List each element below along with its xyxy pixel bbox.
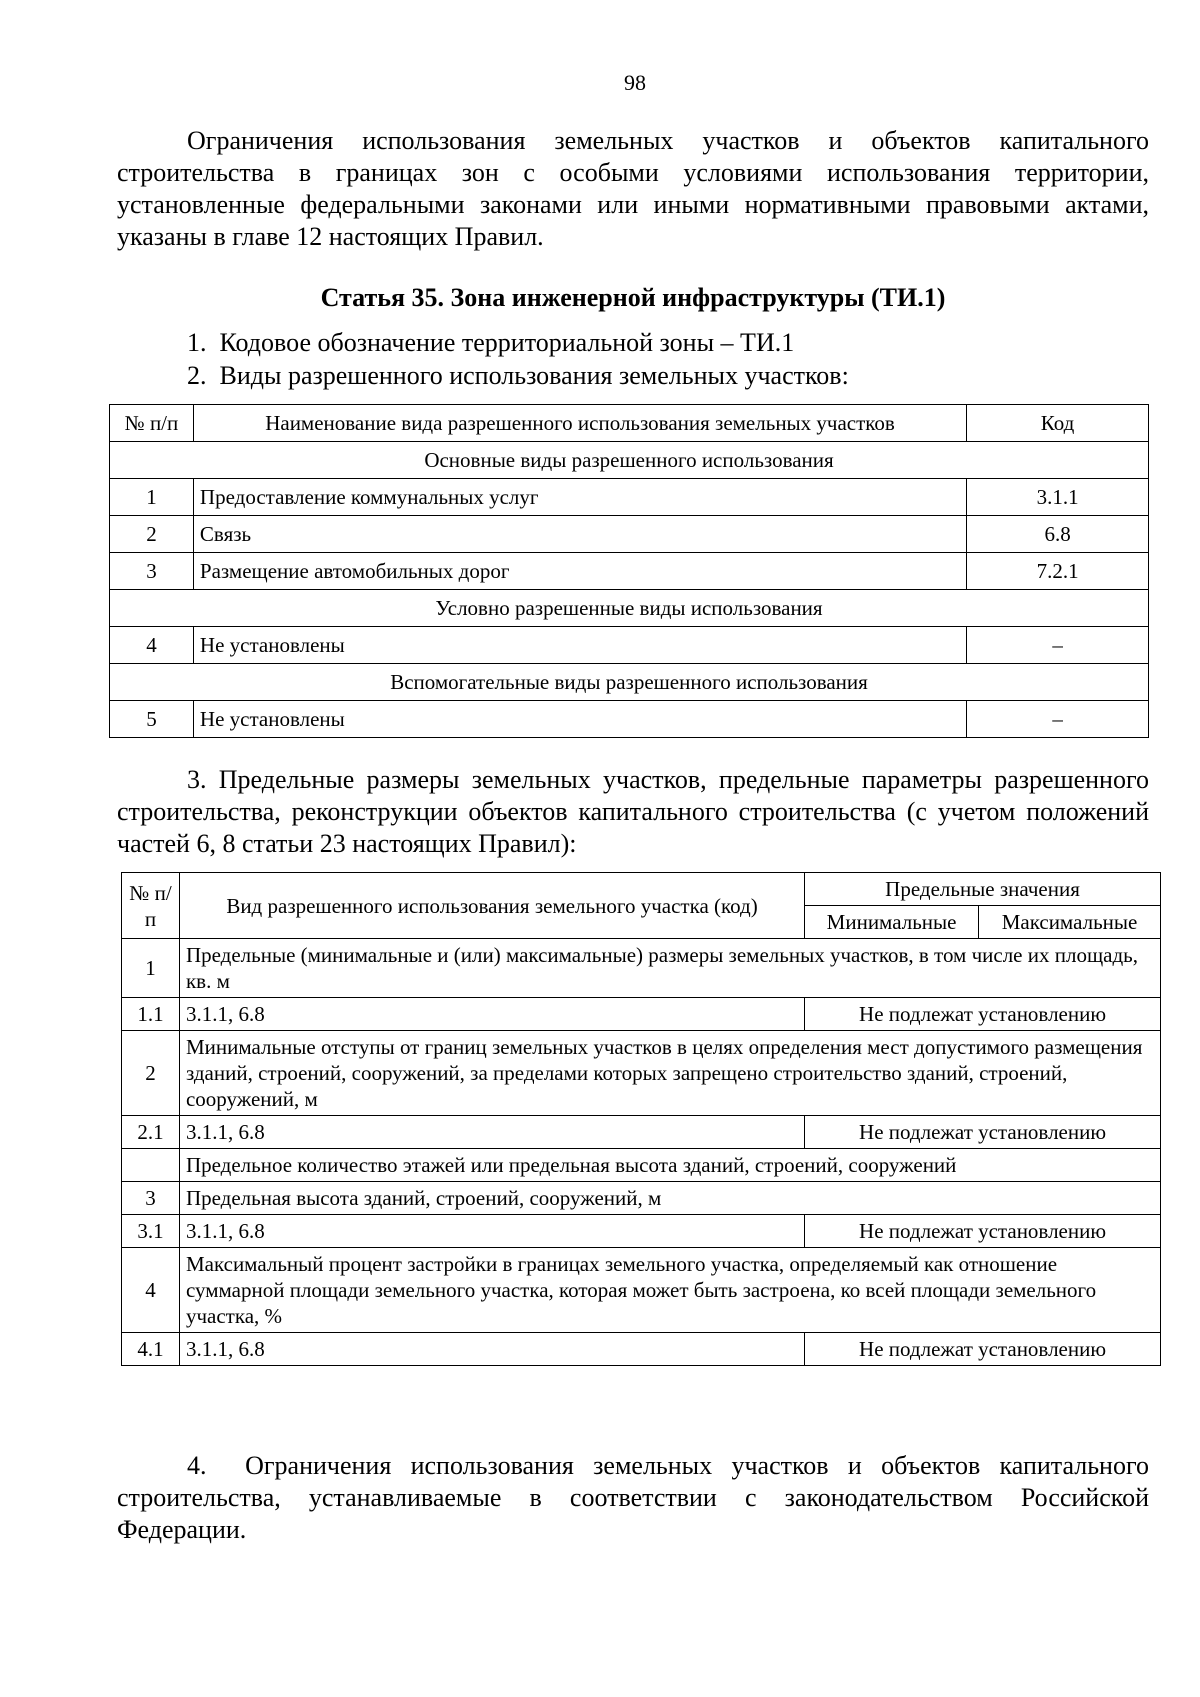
row-num: 3 — [122, 1182, 180, 1215]
header-name: Наименование вида разрешенного использования земельных участков — [193, 405, 966, 442]
intro-paragraph: Ограничения использования земельных участков и объектов капитального строительства в границах зон с особыми условиями использования территории, установленные федеральными законами или иными нормативными правовыми актами, указаны в главе 12 настоящих Правил. — [117, 126, 1149, 251]
row-code: 3.1.1, 6.8 — [179, 998, 804, 1031]
header-limits: Предельные значения — [805, 873, 1161, 906]
table-header-row — [110, 405, 1149, 442]
list-item-2: 2. Виды разрешенного использования земельных участков: — [187, 361, 849, 390]
article-heading: Статья 35. Зона инженерной инфраструктуры (ТИ.1) — [320, 283, 946, 312]
row-code: 3.1.1 — [967, 479, 1149, 516]
row-value: Не подлежат установлению — [805, 1215, 1161, 1248]
section-auxiliary: Вспомогательные виды разрешенного использования — [110, 664, 1149, 701]
section-row — [110, 590, 1149, 627]
table-row — [122, 998, 1161, 1031]
row-code: 3.1.1, 6.8 — [179, 1215, 804, 1248]
row-code: – — [967, 627, 1149, 664]
row-value: Не подлежат установлению — [805, 998, 1161, 1031]
limit-parameters-table — [121, 872, 1161, 1366]
row-num: 1.1 — [122, 998, 180, 1031]
section-conditional: Условно разрешенные виды использования — [110, 590, 1149, 627]
item-3-paragraph: 3. Предельные размеры земельных участков, предельные параметры разрешенного строительства, реконструкции объектов капитального строительства (с учетом положений частей 6, 8 статьи 23 настоящих Правил): — [117, 765, 1149, 858]
row-num: 1 — [110, 479, 194, 516]
header-code: Код — [967, 405, 1149, 442]
row-text: Максимальный процент застройки в границах земельного участка, определяемый как отношение суммарной площади земельного участка, которая может быть застроена, ко всей площади земельного участка, % — [179, 1248, 1160, 1333]
table-row — [110, 516, 1149, 553]
list-item-1: 1. Кодовое обозначение территориальной зоны – ТИ.1 — [187, 328, 795, 357]
row-name: Предоставление коммунальных услуг — [193, 479, 966, 516]
row-num: 4.1 — [122, 1333, 180, 1366]
header-min: Минимальные — [805, 906, 979, 939]
table-row — [122, 1248, 1161, 1333]
row-code: 3.1.1, 6.8 — [179, 1116, 804, 1149]
row-num: 3.1 — [122, 1215, 180, 1248]
header-max: Максимальные — [979, 906, 1161, 939]
table-row — [110, 701, 1149, 738]
table-row — [110, 627, 1149, 664]
row-code: 3.1.1, 6.8 — [179, 1333, 804, 1366]
row-num: 3 — [110, 553, 194, 590]
table-row — [122, 1333, 1161, 1366]
row-num: 5 — [110, 701, 194, 738]
row-text: Предельная высота зданий, строений, сооружений, м — [179, 1182, 1160, 1215]
row-code: 7.2.1 — [967, 553, 1149, 590]
table-row — [122, 1149, 1161, 1182]
row-code: 6.8 — [967, 516, 1149, 553]
header-num: № п/п — [110, 405, 194, 442]
row-name: Связь — [193, 516, 966, 553]
row-name: Не установлены — [193, 627, 966, 664]
row-num: 2 — [122, 1031, 180, 1116]
row-value: Не подлежат установлению — [805, 1333, 1161, 1366]
header-kind: Вид разрешенного использования земельного участка (код) — [179, 873, 804, 939]
table-row — [122, 1182, 1161, 1215]
item-4-paragraph: 4. Ограничения использования земельных участков и объектов капитального строительства, устанавливаемые в соответствии с законодательством Российской Федерации. — [117, 1451, 1149, 1544]
section-main: Основные виды разрешенного использования — [110, 442, 1149, 479]
permitted-uses-table — [109, 404, 1149, 738]
table-row — [110, 553, 1149, 590]
row-num — [122, 1149, 180, 1182]
row-name: Не установлены — [193, 701, 966, 738]
table-row — [122, 1116, 1161, 1149]
table-row — [110, 479, 1149, 516]
row-value: Не подлежат установлению — [805, 1116, 1161, 1149]
row-code: – — [967, 701, 1149, 738]
header-num: № п/п — [122, 873, 180, 939]
row-num: 4 — [110, 627, 194, 664]
row-text: Предельное количество этажей или предельная высота зданий, строений, сооружений — [179, 1149, 1160, 1182]
row-num: 2.1 — [122, 1116, 180, 1149]
table-row — [122, 939, 1161, 998]
page-number: 98 — [624, 70, 646, 95]
section-row — [110, 442, 1149, 479]
row-num: 1 — [122, 939, 180, 998]
row-text: Предельные (минимальные и (или) максимальные) размеры земельных участков, в том числе их площадь, кв. м — [179, 939, 1160, 998]
row-num: 2 — [110, 516, 194, 553]
table-row — [122, 1215, 1161, 1248]
row-num: 4 — [122, 1248, 180, 1333]
section-row — [110, 664, 1149, 701]
table-row — [122, 1031, 1161, 1116]
row-text: Минимальные отступы от границ земельных участков в целях определения мест допустимого размещения зданий, строений, сооружений, за пределами которых запрещено строительство зданий, строений, сооружений, м — [179, 1031, 1160, 1116]
table-header-row — [122, 873, 1161, 906]
row-name: Размещение автомобильных дорог — [193, 553, 966, 590]
